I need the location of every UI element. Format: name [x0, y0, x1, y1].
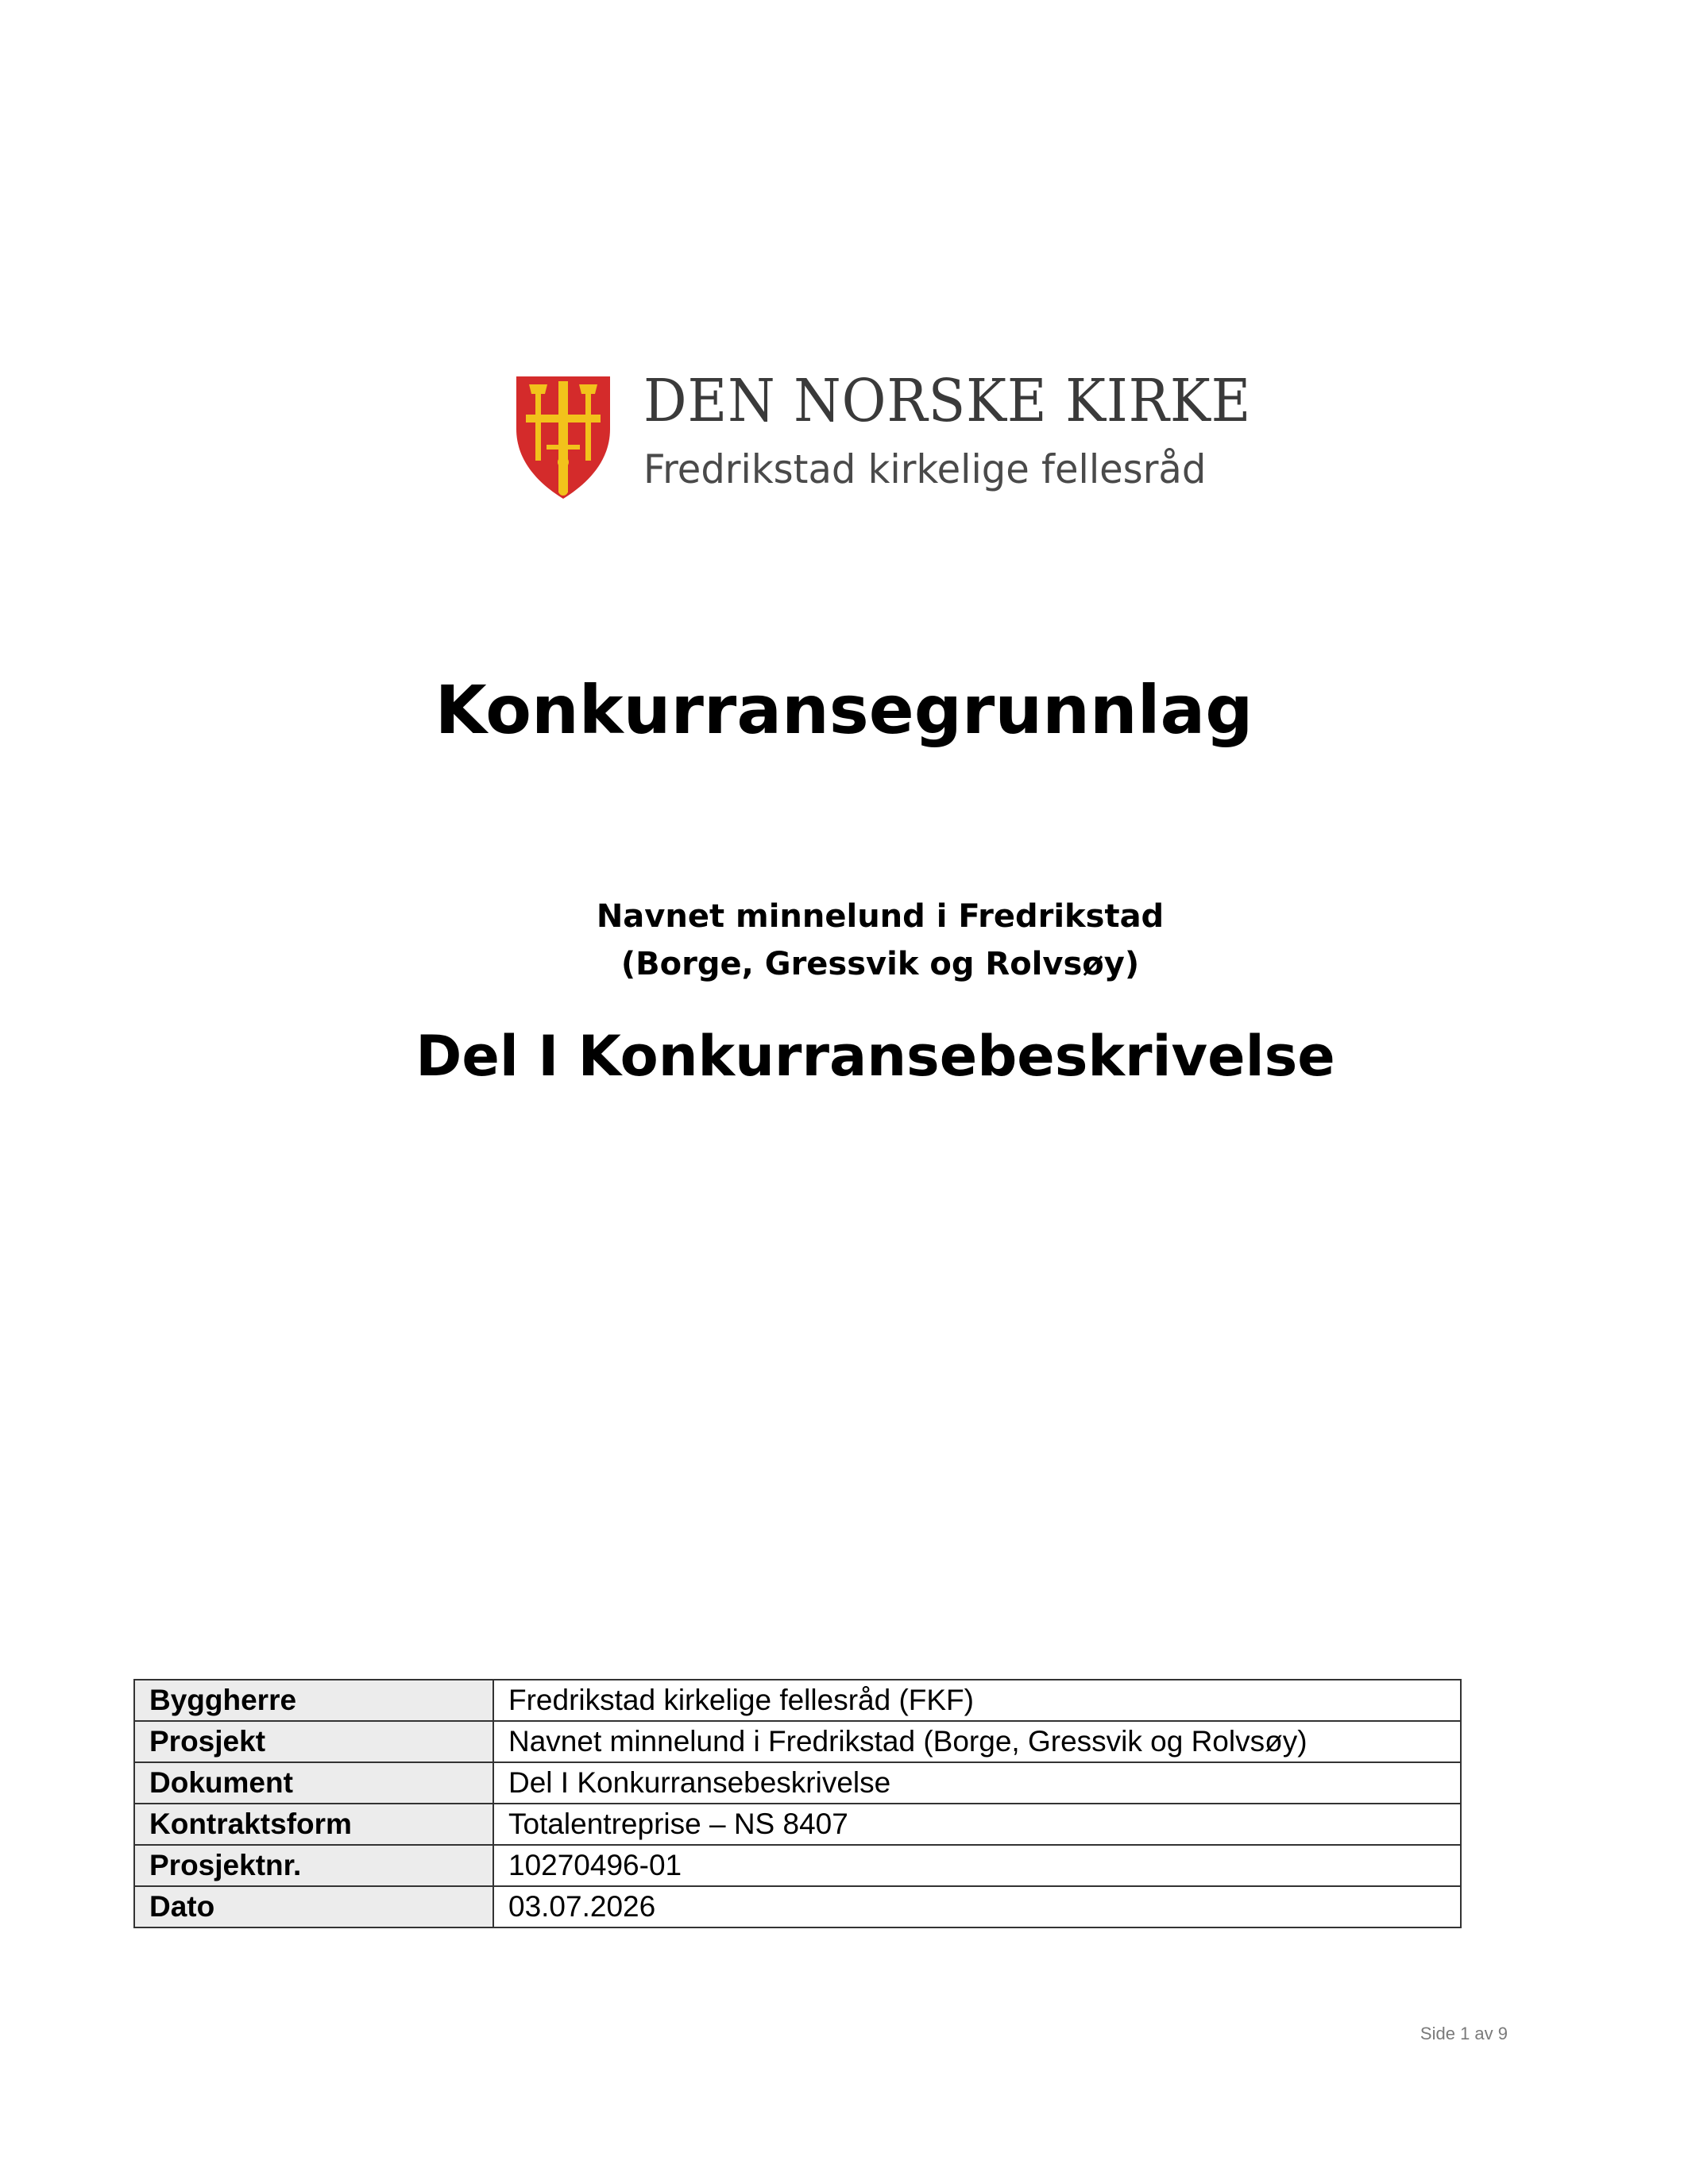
project-name: Navnet minnelund i Fredrikstad — [596, 898, 1165, 935]
row-value: 03.07.2026 — [493, 1886, 1461, 1927]
table-row — [134, 1680, 1461, 1721]
row-value: Navnet minnelund i Fredrikstad (Borge, Gressvik og Rolvsøy) — [493, 1721, 1461, 1762]
row-label: Prosjekt — [134, 1721, 493, 1762]
project-area: (Borge, Gressvik og Rolvsøy) — [620, 946, 1140, 982]
table-row — [134, 1721, 1461, 1762]
row-value: Totalentreprise – NS 8407 — [493, 1804, 1461, 1845]
logo-subtitle: Fredrikstad kirkelige fellesråd — [643, 446, 1207, 492]
table-row — [134, 1886, 1461, 1927]
document-main-title: Konkurransegrunnlag — [435, 671, 1253, 749]
church-cross-shield-icon — [515, 373, 612, 500]
table-row — [134, 1804, 1461, 1845]
document-part-title: Del I Konkurransebeskrivelse — [415, 1024, 1335, 1089]
organization-logo — [515, 367, 1252, 500]
table-row — [134, 1845, 1461, 1886]
row-value: Del I Konkurransebeskrivelse — [493, 1762, 1461, 1804]
project-info-table — [133, 1679, 1462, 1928]
row-value: 10270496-01 — [493, 1845, 1461, 1886]
row-label: Kontraktsform — [134, 1804, 493, 1845]
row-label: Prosjektnr. — [134, 1845, 493, 1886]
row-label: Dato — [134, 1886, 493, 1927]
row-label: Byggherre — [134, 1680, 493, 1721]
row-value: Fredrikstad kirkelige fellesråd (FKF) — [493, 1680, 1461, 1721]
row-label: Dokument — [134, 1762, 493, 1804]
table-row — [134, 1762, 1461, 1804]
page-number: Side 1 av 9 — [1420, 2024, 1508, 2043]
logo-title: DEN NORSKE KIRKE — [643, 367, 1252, 435]
